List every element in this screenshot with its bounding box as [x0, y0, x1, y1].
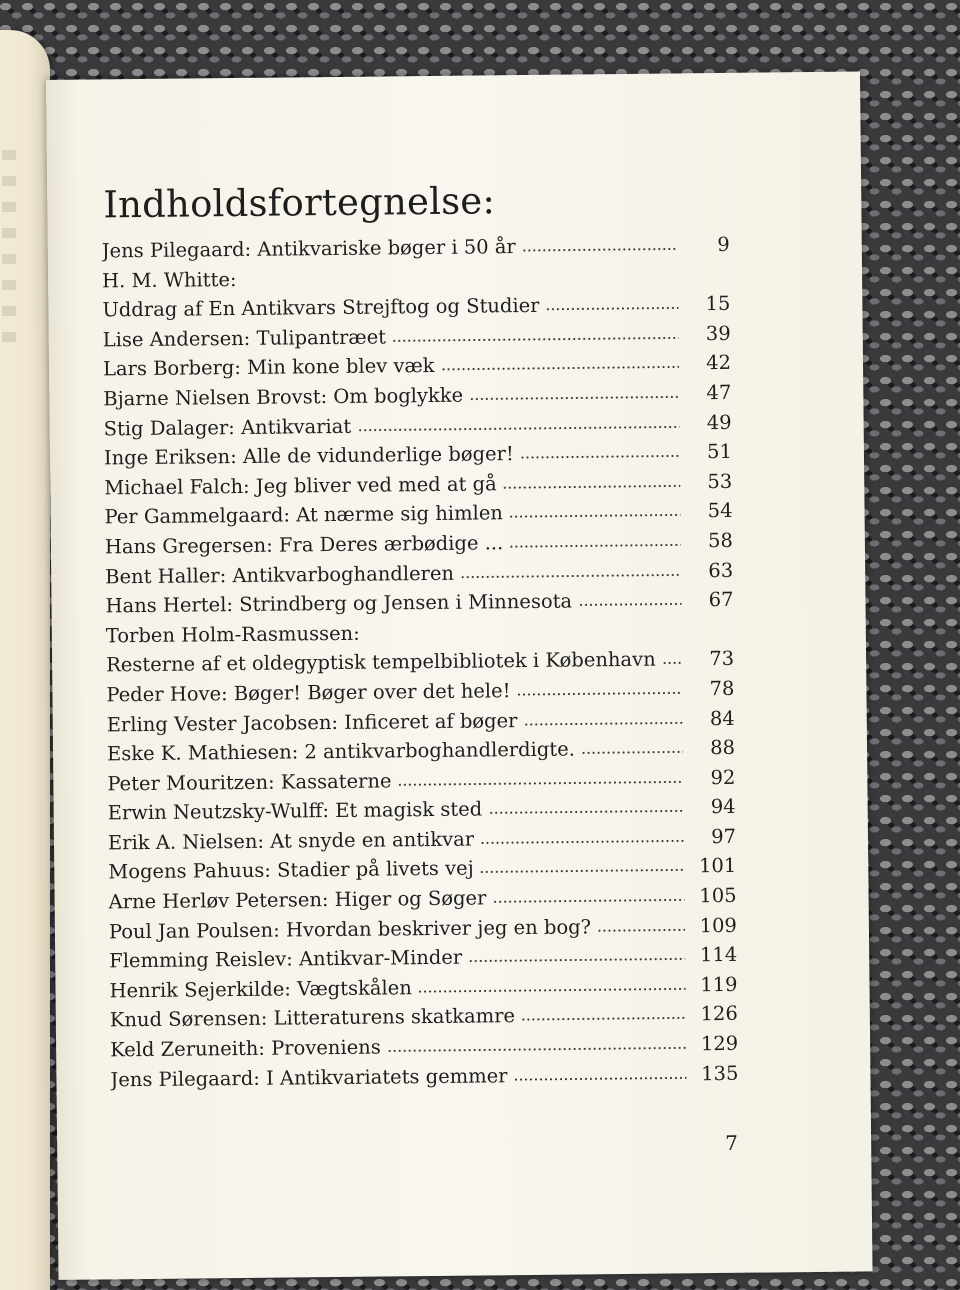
toc-entry-title: Arne Herløv Petersen: Higer og Søger — [108, 886, 487, 914]
dot-leader — [578, 602, 681, 606]
table-of-contents — [102, 233, 739, 1098]
toc-entry-page-number: 92 — [710, 765, 736, 789]
toc-entry-title: Mogens Pahuus: Stadier på livets vej — [108, 857, 474, 884]
toc-entry-page-number: 78 — [709, 676, 735, 700]
toc-entry-title: Peter Mouritzen: Kassaterne — [107, 769, 392, 796]
toc-entry-page-number: 9 — [717, 232, 730, 256]
toc-entry-title: Bent Haller: Antikvarboghandleren — [105, 561, 455, 588]
toc-entry-title: Erwin Neutzsky-Wulff: Et magisk sted — [107, 797, 483, 825]
toc-entry-page-number: 135 — [701, 1061, 739, 1085]
toc-entry-title: Jens Pilegaard: Antikvariske bøger i 50 år — [101, 235, 516, 263]
toc-entry-page-number: 15 — [705, 292, 731, 316]
dot-leader — [521, 1017, 686, 1022]
dot-leader — [387, 1046, 686, 1052]
toc-entry-title: Inge Eriksen: Alle de vidunderlige bøger! — [103, 442, 514, 470]
toc-entry-page-number: 47 — [706, 380, 732, 405]
toc-entry-title: Jens Pilegaard: I Antikvariatets gemmer — [110, 1063, 508, 1092]
dot-leader — [418, 987, 686, 993]
facing-page-edge — [0, 30, 50, 1290]
toc-entry-title: Flemming Reislev: Antikvar-Minder — [109, 945, 463, 973]
toc-entry-title: H. M. Whitte: — [101, 267, 237, 293]
dot-leader — [392, 336, 679, 342]
toc-entry-page-number: 53 — [707, 469, 733, 493]
dot-leader — [492, 898, 684, 903]
toc-entry-title: Per Gammelgaard: At nærme sig himlen — [104, 501, 504, 529]
dot-leader — [522, 247, 678, 252]
dot-leader — [469, 395, 679, 400]
dot-leader — [509, 514, 681, 519]
dot-leader — [441, 366, 679, 371]
toc-entry-title: Hans Gregersen: Fra Deres ærbødige ... — [104, 531, 504, 559]
toc-entry-page-number: 114 — [699, 943, 738, 967]
page-number: 7 — [725, 1130, 739, 1155]
toc-entry-title: Erling Vester Jacobsen: Inficeret af bøger — [106, 708, 518, 736]
toc-entry-page-number: 105 — [699, 883, 737, 908]
toc-entry-title: Stig Dalager: Antikvariat — [103, 414, 352, 440]
toc-entry-title: Uddrag af En Antikvars Strejftog og Studier — [102, 294, 540, 322]
dot-leader — [398, 780, 684, 786]
toc-entry-page-number: 39 — [705, 321, 731, 345]
toc-entry-title: Hans Hertel: Strindberg og Jensen i Minnesota — [105, 589, 573, 618]
toc-entry-title: Keld Zeruneith: Proveniens — [110, 1035, 381, 1062]
toc-entry-page-number: 97 — [711, 824, 737, 848]
dot-leader — [488, 810, 683, 815]
toc-entry-page-number: 84 — [709, 706, 735, 730]
toc-entry-title: Peder Hove: Bøger! Bøger over det hele! — [106, 679, 511, 707]
dot-leader — [662, 662, 682, 665]
toc-entry-page-number: 51 — [706, 439, 733, 464]
dot-leader — [546, 307, 679, 311]
toc-entry-page-number: 54 — [707, 499, 733, 523]
dot-leader — [480, 869, 685, 874]
dot-leader — [480, 839, 684, 844]
toc-entry-page-number: 94 — [710, 795, 736, 819]
toc-entry-page-number: 88 — [710, 735, 736, 760]
toc-entry-title: Resterne af et oldegyptisk tempelbibliotek i København — [106, 647, 656, 677]
toc-entry-title: Michael Falch: Jeg bliver ved med at gå — [104, 472, 497, 500]
dot-leader — [597, 928, 685, 932]
toc-entry-title: Eske K. Mathiesen: 2 antikvarboghandlerdigte. — [106, 737, 576, 766]
toc-entry-title: Knud Sørensen: Litteraturens skatkamre — [109, 1004, 516, 1032]
toc-entry-page-number: 58 — [707, 528, 733, 553]
toc-entry-title: Bjarne Nielsen Brovst: Om boglykke — [103, 383, 464, 411]
toc-entry-page-number: 63 — [708, 558, 734, 582]
toc-entry-title: Torben Holm-Rasmussen: — [105, 621, 360, 648]
dot-leader — [523, 721, 682, 726]
facing-page-print-bleed — [2, 150, 16, 350]
dot-leader — [581, 750, 683, 754]
toc-entry-page-number: 109 — [699, 913, 738, 937]
dot-leader — [516, 691, 682, 696]
toc-entry-page-number: 67 — [708, 587, 734, 612]
dot-leader — [503, 484, 681, 489]
dot-leader — [357, 425, 679, 431]
toc-entry-title: Lise Andersen: Tulipantræet — [102, 325, 387, 352]
dot-leader — [468, 958, 685, 963]
dot-leader — [514, 1076, 687, 1081]
toc-entry-page-number: 126 — [700, 1002, 738, 1026]
toc-entry-page-number: 119 — [700, 972, 738, 997]
dot-leader — [509, 543, 681, 548]
toc-entry-page-number: 129 — [700, 1031, 739, 1056]
toc-entry-title: Lars Borberg: Min kone blev væk — [102, 354, 435, 381]
toc-entry-title: Henrik Sejerkilde: Vægtskålen — [109, 976, 412, 1003]
dot-leader — [460, 573, 681, 578]
dot-leader — [520, 455, 680, 460]
toc-entry-page-number: 101 — [698, 854, 737, 878]
book-page — [46, 71, 873, 1279]
toc-entry-page-number: 73 — [709, 647, 735, 671]
toc-entry-title: Poul Jan Poulsen: Hvordan beskriver jeg en bog? — [108, 914, 592, 944]
toc-entry-page-number: 42 — [706, 351, 732, 375]
page-title: Indholdsfortegnelse: — [103, 179, 496, 227]
toc-entry — [110, 1061, 738, 1097]
toc-entry-title: Erik A. Nielsen: At snyde en antikvar — [107, 827, 475, 855]
toc-entry-page-number: 49 — [706, 410, 732, 434]
